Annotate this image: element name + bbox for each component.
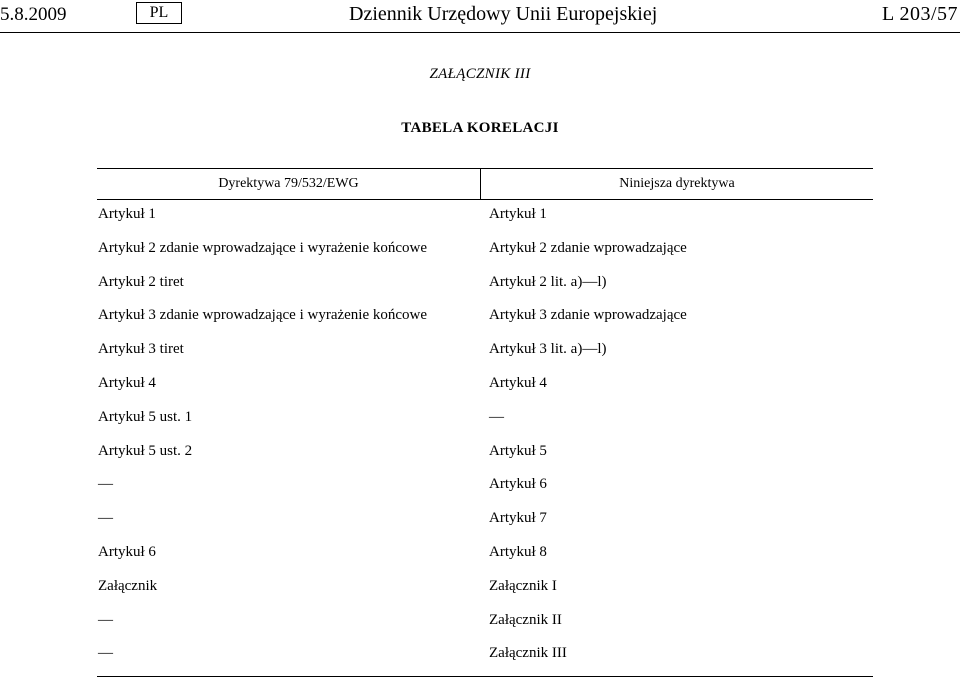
table-row [97,612,873,646]
cell-new-directive: Artykuł 4 [489,374,547,391]
table-row [97,307,873,341]
cell-new-directive: Artykuł 1 [489,206,547,222]
column-header-old-directive: Dyrektywa 79/532/EWG [218,176,359,191]
column-header-new-directive: Niniejsza dyrektywa [619,176,735,191]
cell-new-directive: Załącznik I [489,577,557,594]
cell-old-directive: — [98,645,113,662]
table-header-rule [97,199,873,200]
table-row [97,341,873,375]
language-badge: PL [136,2,182,24]
cell-old-directive: Artykuł 1 [98,206,156,222]
cell-new-directive: Załącznik II [489,611,562,628]
cell-new-directive: Artykuł 3 lit. a)—l) [489,341,607,358]
cell-old-directive: Artykuł 2 zdanie wprowadzające i wyrażenie końcowe [98,239,428,256]
page-header [0,0,960,34]
cell-new-directive: Artykuł 6 [489,476,547,493]
table-row [97,544,873,578]
cell-new-directive: — [489,408,504,425]
cell-old-directive: Artykuł 3 tiret [98,341,184,358]
table-row [97,375,873,409]
cell-new-directive: Artykuł 2 zdanie wprowadzające [489,239,687,256]
table-title: TABELA KORELACJI [401,120,559,136]
cell-old-directive: Artykuł 6 [98,543,156,560]
table-row [97,443,873,477]
cell-new-directive: Artykuł 5 [489,442,547,459]
cell-old-directive: Załącznik [98,577,158,594]
cell-new-directive: Artykuł 7 [489,510,547,527]
cell-old-directive: — [98,611,113,628]
table-body [97,206,873,679]
cell-new-directive: Załącznik III [489,645,567,662]
journal-title: Dziennik Urzędowy Unii Europejskiej [349,3,658,25]
cell-old-directive: Artykuł 3 zdanie wprowadzające i wyrażenie końcowe [98,307,428,324]
page-reference: L 203/57 [881,3,958,25]
cell-old-directive: Artykuł 4 [98,374,156,391]
header-rule [0,32,960,33]
table-row [97,206,873,240]
table-row [97,476,873,510]
table-row [97,510,873,544]
annex-title: ZAŁĄCZNIK III [429,66,531,82]
cell-new-directive: Artykuł 8 [489,543,547,560]
cell-old-directive: Artykuł 5 ust. 1 [98,408,193,425]
table-row [97,274,873,308]
cell-old-directive: Artykuł 2 tiret [98,273,184,290]
cell-old-directive: — [98,510,113,527]
table-row [97,409,873,443]
cell-new-directive: Artykuł 3 zdanie wprowadzające [489,307,687,324]
table-top-rule [97,168,873,169]
table-row [97,240,873,274]
cell-old-directive: Artykuł 5 ust. 2 [98,442,193,459]
cell-old-directive: — [98,476,113,493]
table-row [97,645,873,679]
table-row [97,578,873,612]
publication-date: 5.8.2009 [0,4,67,25]
cell-new-directive: Artykuł 2 lit. a)—l) [489,273,607,290]
